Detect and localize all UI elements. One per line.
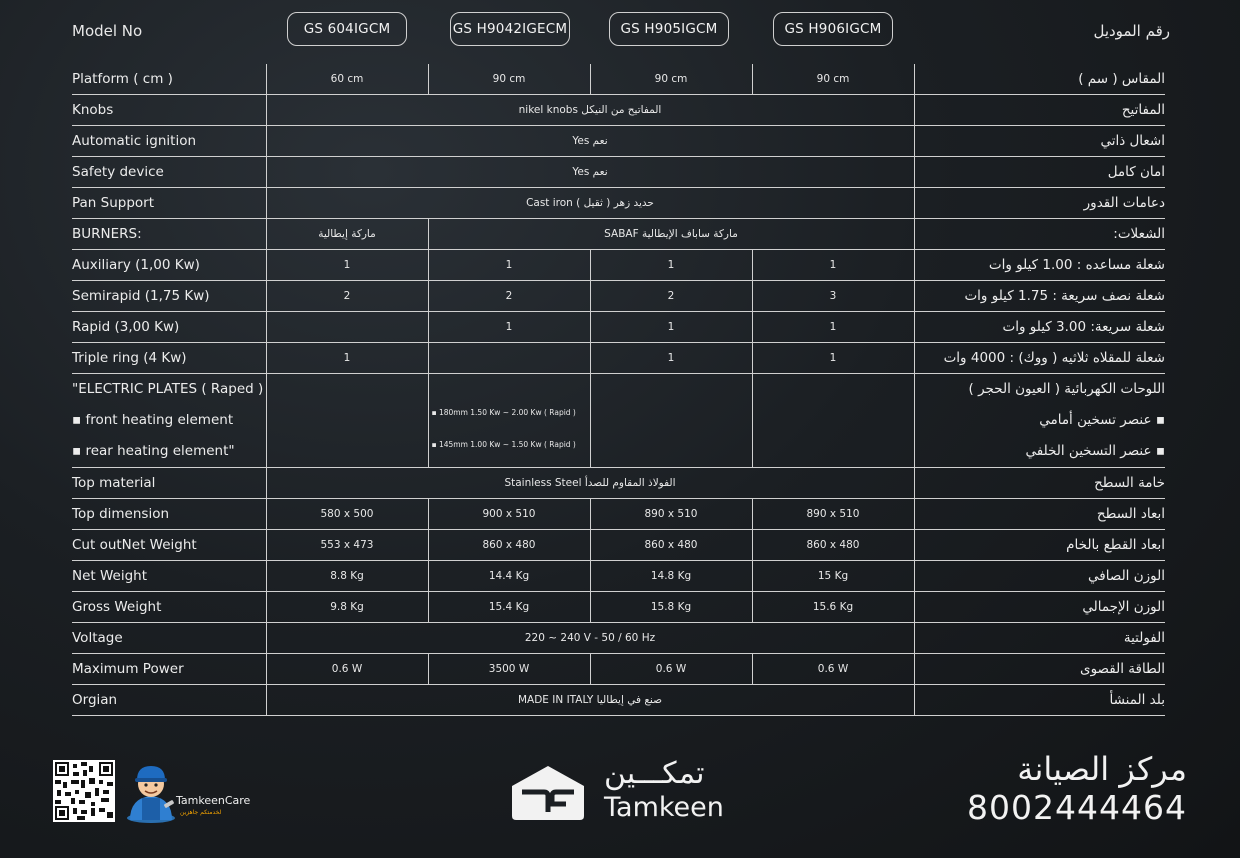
semirapid-value-4: 3	[752, 281, 914, 312]
safety-label-ar: امان كامل	[914, 157, 1165, 188]
max-power-value-3: 0.6 W	[590, 654, 752, 685]
row-platform	[72, 64, 1165, 95]
top-dimension-value-2: 900 x 510	[428, 499, 590, 530]
rapid-value-2: 1	[428, 312, 590, 343]
service-center-label: مركز الصيانة	[1017, 750, 1187, 788]
ignition-label-ar: اشعال ذاتي	[914, 126, 1165, 157]
top-dimension-label-ar: ابعاد السطح	[914, 499, 1165, 530]
plates-rear-en: ▪ rear heating element"	[72, 443, 235, 459]
technician-mascot-icon	[120, 758, 182, 824]
tamkeen-logo-icon	[508, 762, 588, 822]
cutout-value-1: 553 x 473	[266, 530, 428, 561]
cutout-label-ar: ابعاد القطع بالخام	[914, 530, 1165, 561]
triple-value-2	[428, 343, 590, 374]
semirapid-value-3: 2	[590, 281, 752, 312]
row-triple-ring	[72, 343, 1165, 374]
auxiliary-value-3: 1	[590, 250, 752, 281]
row-voltage	[72, 623, 1165, 654]
row-cutout	[72, 530, 1165, 561]
platform-label-ar: المقاس ( سم )	[914, 64, 1165, 95]
semirapid-value-2: 2	[428, 281, 590, 312]
safety-label-en: Safety device	[72, 157, 266, 188]
origin-value: MADE IN ITALY صنع في إيطاليا	[266, 685, 914, 716]
header	[0, 0, 1240, 62]
plates-front-value: ▪ 180mm 1.50 Kw ~ 2.00 Kw ( Rapid )	[431, 408, 576, 417]
knobs-label-en: Knobs	[72, 95, 266, 126]
footer	[0, 740, 1240, 858]
plates-title-ar: اللوحات الكهربائية ( العيون الحجر )	[968, 381, 1165, 397]
platform-label-en: Platform ( cm )	[72, 64, 266, 95]
platform-value-2: 90 cm	[428, 64, 590, 95]
max-power-label-ar: الطاقة القصوى	[914, 654, 1165, 685]
row-top-material	[72, 468, 1165, 499]
gross-weight-value-2: 15.4 Kg	[428, 592, 590, 623]
auxiliary-label-ar: شعلة مساعده : 1.00 كيلو وات	[914, 250, 1165, 281]
top-dimension-label-en: Top dimension	[72, 499, 266, 530]
burners-value-1: ماركة إيطالية	[266, 219, 428, 250]
gross-weight-value-1: 9.8 Kg	[266, 592, 428, 623]
row-net-weight	[72, 561, 1165, 592]
burners-label-en: BURNERS:	[72, 219, 266, 250]
triple-value-3: 1	[590, 343, 752, 374]
plates-front-ar: ▪ عنصر تسخين أمامي	[1039, 412, 1165, 428]
service-phone-number[interactable]: 8002444464	[967, 788, 1187, 827]
row-top-dimension	[72, 499, 1165, 530]
net-weight-value-1: 8.8 Kg	[266, 561, 428, 592]
max-power-value-1: 0.6 W	[266, 654, 428, 685]
plates-labels-en	[72, 374, 266, 468]
top-dimension-value-4: 890 x 510	[752, 499, 914, 530]
platform-value-1: 60 cm	[266, 64, 428, 95]
safety-value: Yes نعم	[266, 157, 914, 188]
auxiliary-value-2: 1	[428, 250, 590, 281]
triple-value-4: 1	[752, 343, 914, 374]
pan-value: Cast iron ( ثقيل ) حديد زهر	[266, 188, 914, 219]
burners-label-ar: الشعلات:	[914, 219, 1165, 250]
origin-label-ar: بلد المنشأ	[914, 685, 1165, 716]
qr-code-icon[interactable]	[53, 760, 115, 822]
row-electric-plates	[72, 374, 1165, 468]
spec-table	[72, 64, 1165, 716]
auxiliary-value-1: 1	[266, 250, 428, 281]
net-weight-label-ar: الوزن الصافي	[914, 561, 1165, 592]
cutout-value-3: 860 x 480	[590, 530, 752, 561]
rapid-value-3: 1	[590, 312, 752, 343]
max-power-label-en: Maximum Power	[72, 654, 266, 685]
row-max-power	[72, 654, 1165, 685]
top-material-label-en: Top material	[72, 468, 266, 499]
semirapid-label-en: Semirapid (1,75 Kw)	[72, 281, 266, 312]
plates-rear-value: ▪ 145mm 1.00 Kw ~ 1.50 Kw ( Rapid )	[431, 440, 576, 449]
cutout-label-en: Cut outNet Weight	[72, 530, 266, 561]
auxiliary-label-en: Auxiliary (1,00 Kw)	[72, 250, 266, 281]
tamkeen-care-brand: TamkeenCare	[176, 794, 251, 807]
row-safety	[72, 157, 1165, 188]
platform-value-3: 90 cm	[590, 64, 752, 95]
max-power-value-4: 0.6 W	[752, 654, 914, 685]
row-semirapid	[72, 281, 1165, 312]
plates-value-1	[266, 374, 428, 468]
gross-weight-value-3: 15.8 Kg	[590, 592, 752, 623]
voltage-label-en: Voltage	[72, 623, 266, 654]
plates-value-2	[428, 374, 590, 468]
cutout-value-2: 860 x 480	[428, 530, 590, 561]
model-pill-1[interactable]: GS 604IGCM	[287, 12, 407, 46]
rapid-label-ar: شعلة سريعة: 3.00 كيلو وات	[914, 312, 1165, 343]
row-gross-weight	[72, 592, 1165, 623]
row-pan-support	[72, 188, 1165, 219]
knobs-value: nikel knobs المفاتيح من النيكل	[266, 95, 914, 126]
pan-label-ar: دعامات القدور	[914, 188, 1165, 219]
brand-name-ar: تمكـــين	[604, 756, 705, 791]
row-knobs	[72, 95, 1165, 126]
top-dimension-value-1: 580 x 500	[266, 499, 428, 530]
origin-label-en: Orgian	[72, 685, 266, 716]
plates-value-3	[590, 374, 752, 468]
voltage-value: 220 ~ 240 V - 50 / 60 Hz	[266, 623, 914, 654]
gross-weight-value-4: 15.6 Kg	[752, 592, 914, 623]
semirapid-label-ar: شعلة نصف سريعة : 1.75 كيلو وات	[914, 281, 1165, 312]
top-material-label-ar: خامة السطح	[914, 468, 1165, 499]
voltage-label-ar: الفولتية	[914, 623, 1165, 654]
auxiliary-value-4: 1	[752, 250, 914, 281]
row-auxiliary	[72, 250, 1165, 281]
gross-weight-label-ar: الوزن الإجمالي	[914, 592, 1165, 623]
row-burners	[72, 219, 1165, 250]
model-pill-2[interactable]: GS H9042IGECM	[450, 12, 570, 46]
tamkeen-care-tagline: لخدمتكم جاهزين	[180, 809, 222, 816]
brand-name-en: Tamkeen	[604, 792, 724, 823]
top-material-value: Stainless Steel الفولاذ المقاوم للصدأ	[266, 468, 914, 499]
row-origin	[72, 685, 1165, 716]
ignition-value: Yes نعم	[266, 126, 914, 157]
net-weight-value-2: 14.4 Kg	[428, 561, 590, 592]
plates-rear-ar: ▪ عنصر التسخين الخلفي	[1025, 443, 1165, 459]
triple-value-1: 1	[266, 343, 428, 374]
model-pill-3[interactable]: GS H905IGCM	[609, 12, 729, 46]
model-pill-4[interactable]: GS H906IGCM	[773, 12, 893, 46]
net-weight-label-en: Net Weight	[72, 561, 266, 592]
triple-label-en: Triple ring (4 Kw)	[72, 343, 266, 374]
cutout-value-4: 860 x 480	[752, 530, 914, 561]
platform-value-4: 90 cm	[752, 64, 914, 95]
plates-front-en: ▪ front heating element	[72, 412, 234, 428]
row-rapid	[72, 312, 1165, 343]
top-dimension-value-3: 890 x 510	[590, 499, 752, 530]
burners-value-2: SABAF ماركة ساباف الإيطالية	[428, 219, 914, 250]
gross-weight-label-en: Gross Weight	[72, 592, 266, 623]
semirapid-value-1: 2	[266, 281, 428, 312]
pan-label-en: Pan Support	[72, 188, 266, 219]
row-ignition	[72, 126, 1165, 157]
ignition-label-en: Automatic ignition	[72, 126, 266, 157]
model-label-ar: رقم الموديل	[1093, 22, 1170, 40]
net-weight-value-4: 15 Kg	[752, 561, 914, 592]
plates-title-en: "ELECTRIC PLATES ( Raped )	[72, 381, 264, 397]
max-power-value-2: 3500 W	[428, 654, 590, 685]
plates-labels-ar	[914, 374, 1165, 468]
net-weight-value-3: 14.8 Kg	[590, 561, 752, 592]
plates-value-4	[752, 374, 914, 468]
rapid-value-1	[266, 312, 428, 343]
rapid-value-4: 1	[752, 312, 914, 343]
triple-label-ar: شعلة للمقلاه ثلاثيه ( ووك) : 4000 وات	[914, 343, 1165, 374]
model-label-en: Model No	[72, 22, 143, 40]
rapid-label-en: Rapid (3,00 Kw)	[72, 312, 266, 343]
knobs-label-ar: المفاتيح	[914, 95, 1165, 126]
